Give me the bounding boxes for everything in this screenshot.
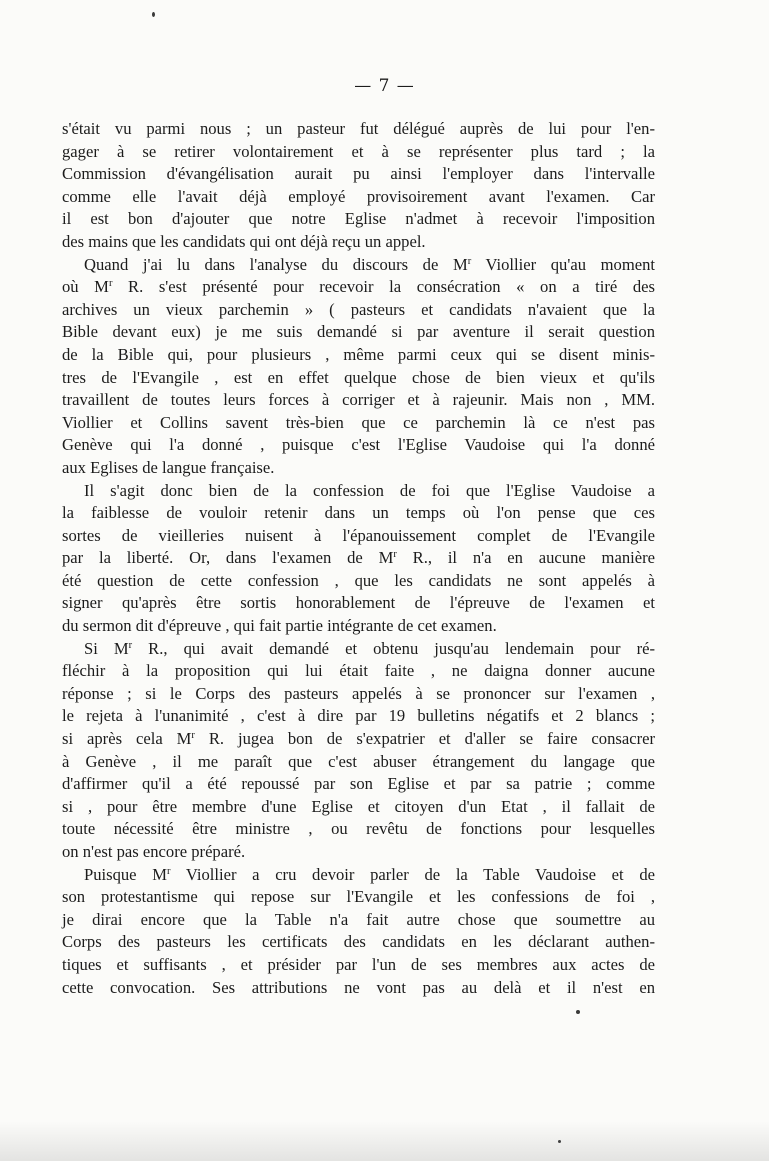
text-line: Corps des pasteurs les certificats des candidats en les déclarant authen- — [62, 932, 655, 952]
text-line — [62, 728, 655, 751]
text-line: signer qu'après être sortis honorablement de l'épreuve de l'examen et — [62, 593, 655, 613]
text-line: Genève qui l'a donné , puisque c'est l'Eglise Vaudoise qui l'a donné — [62, 435, 655, 455]
text-line: Viollier et Collins savent très-bien que ce parchemin là ce n'est pas — [62, 412, 655, 432]
text-line: on n'est pas encore préparé. — [62, 842, 246, 861]
text-segment: Si M — [84, 638, 129, 658]
text-line: archives un vieux parchemin » ( pasteurs et candidats n'avaient que la — [62, 299, 655, 319]
text-line: tres de l'Evangile , est en effet quelque chose de bien vieux et qu'ils — [62, 367, 655, 387]
superscript: r — [166, 865, 171, 877]
text-segment: Viollier a cru devoir parler de la Table Vaudoise et de — [170, 864, 655, 884]
superscript: r — [191, 730, 195, 742]
text-line: Bible devant eux) je me suis demandé si par aventure il serait question — [62, 322, 655, 342]
superscript: r — [128, 639, 133, 651]
text-line: de la Bible qui, pour plusieurs , même parmi ceux qui se disent minis- — [62, 344, 655, 364]
body-text — [62, 118, 655, 999]
text-line: tiques et suffisants , et présider par l'un de ses membres aux actes de — [62, 954, 655, 974]
text-line: toute nécessité être ministre , ou revêtu de fonctions pour lesquelles — [62, 819, 655, 839]
text-segment: où M — [62, 277, 109, 297]
text-line: il est bon d'ajouter que notre Eglise n'admet à recevoir l'imposition — [62, 209, 655, 229]
text-line: s'était vu parmi nous ; un pasteur fut délégué auprès de lui pour l'en- — [62, 119, 655, 138]
page-edge-shadow — [0, 1121, 769, 1161]
text-segment: par la liberté. Or, dans l'examen de M — [62, 548, 394, 568]
text-segment: Puisque M — [84, 864, 167, 884]
text-line: Il s'agit donc bien de la confession de foi que l'Eglise Vaudoise a — [84, 480, 655, 500]
text-segment: si après cela M — [62, 729, 192, 749]
text-line: cette convocation. Ses attributions ne vont pas au delà et il n'est en — [62, 977, 655, 997]
text-line: fléchir à la proposition qui lui était faite , ne daigna donner aucune — [62, 661, 655, 681]
text-line — [62, 864, 655, 887]
text-line: à Genève , il me paraît que c'est abuser étrangement du langage que — [62, 751, 655, 771]
text-line: son protestantisme qui repose sur l'Evangile et les confessions de foi , — [62, 887, 655, 907]
superscript: r — [393, 549, 397, 561]
text-line — [62, 547, 655, 570]
text-line — [62, 638, 655, 661]
text-line: comme elle l'avait déjà employé provisoirement avant l'examen. Car — [62, 186, 655, 206]
text-segment: R., qui avait demandé et obtenu jusqu'au lendemain pour ré- — [132, 638, 655, 658]
superscript: r — [467, 255, 472, 267]
ink-speck — [152, 12, 155, 17]
text-segment: R. jugea bon de s'expatrier et d'aller se faire consacrer — [194, 729, 655, 749]
text-line: le rejeta à l'unanimité , c'est à dire par 19 bulletins négatifs et 2 blancs ; — [62, 706, 655, 726]
text-line: été question de cette confession , que les candidats ne sont appelés à — [62, 570, 655, 590]
text-segment: Quand j'ai lu dans l'analyse du discours de M — [84, 254, 468, 274]
text-segment: Viollier qu'au moment — [471, 254, 655, 274]
text-line: d'affirmer qu'il a été repoussé par son Eglise et par sa patrie ; comme — [62, 774, 655, 794]
text-line — [62, 276, 655, 299]
superscript: r — [108, 278, 113, 290]
text-line: du sermon dit d'épreuve , qui fait partie intégrante de cet examen. — [62, 616, 497, 636]
text-segment: R. s'est présenté pour recevoir la consécration « on a tiré des — [112, 277, 656, 297]
text-line: je dirai encore que la Table n'a fait autre chose que soumettre au — [62, 909, 655, 929]
text-line: réponse ; si le Corps des pasteurs appelés à se prononcer sur l'examen , — [62, 683, 655, 703]
text-line: gager à se retirer volontairement et à se représenter plus tard ; la — [62, 141, 655, 161]
text-line: si , pour être membre d'une Eglise et citoyen d'un Etat , il fallait de — [62, 796, 655, 816]
page-number: — 7 — — [354, 76, 415, 96]
text-line — [62, 254, 655, 277]
text-segment: R., il n'a en aucune manière — [396, 548, 655, 568]
text-line: aux Eglises de langue française. — [62, 457, 275, 477]
text-line: des mains que les candidats qui ont déjà reçu un appel. — [62, 231, 426, 251]
text-line: Commission d'évangélisation aurait pu ainsi l'employer dans l'intervalle — [62, 164, 655, 184]
text-line: la faiblesse de vouloir retenir dans un temps où l'on pense que ces — [62, 503, 655, 523]
text-line: travaillent de toutes leurs forces à corriger et à rajeunir. Mais non , MM. — [62, 390, 655, 410]
text-line: sortes de vieilleries nuisent à l'épanouissement complet de l'Evangile — [62, 525, 655, 545]
ink-speck — [576, 1010, 580, 1014]
